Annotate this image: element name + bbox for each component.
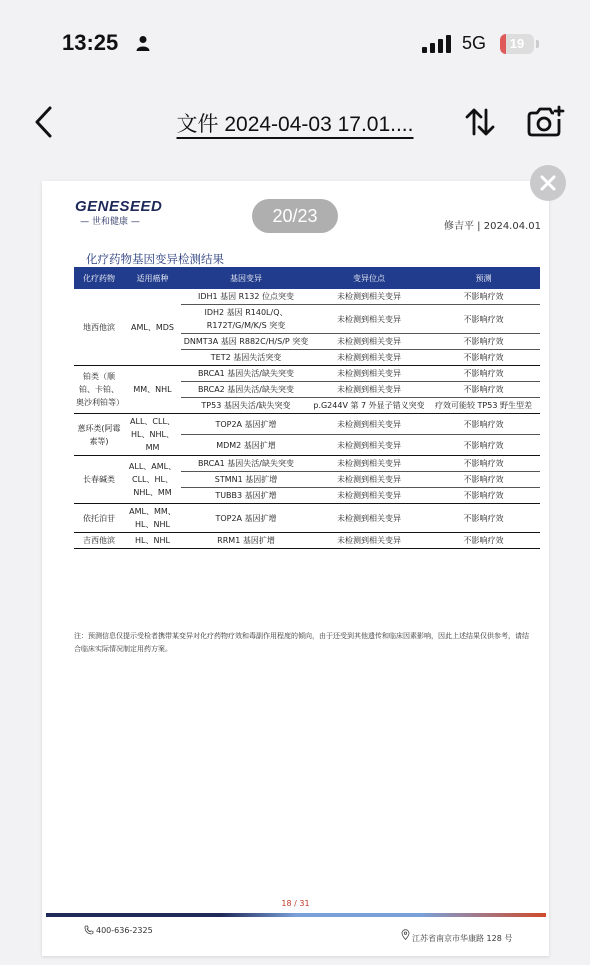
gene-cell: MDM2 基因扩增 xyxy=(181,435,311,456)
drug-cell: 铂类（顺铂、卡铂、奥沙利铂等） xyxy=(74,366,124,414)
cancer-cell: AML、MM、HL、NHL xyxy=(124,504,181,533)
table-row xyxy=(74,533,540,549)
site-cell: 未检测到相关变异 xyxy=(311,488,427,504)
gene-cell: IDH1 基因 R132 位点突变 xyxy=(181,289,311,305)
table-header-row xyxy=(74,267,540,289)
gene-cell: TOP2A 基因扩增 xyxy=(181,414,311,435)
gene-cell: DNMT3A 基因 R882C/H/S/P 突变 xyxy=(181,334,311,350)
gene-cell: BRCA2 基因失活/缺失突变 xyxy=(181,382,311,398)
site-cell: 未检测到相关变异 xyxy=(311,305,427,334)
drug-cell: 吉西他滨 xyxy=(74,533,124,549)
site-cell: 未检测到相关变异 xyxy=(311,456,427,472)
gene-cell: BRCA1 基因失活/缺失突变 xyxy=(181,456,311,472)
header-cancer: 适用癌种 xyxy=(124,267,181,289)
phone-icon xyxy=(84,925,94,935)
drug-cell: 蒽环类(阿霉素等) xyxy=(74,414,124,456)
cancer-cell: ALL、AML、CLL、HL、NHL、MM xyxy=(124,456,181,504)
footer-divider xyxy=(46,913,546,917)
prediction-cell: 疗效可能较 TP53 野生型差 xyxy=(427,398,540,414)
table-row xyxy=(74,289,540,305)
cancer-cell: ALL、CLL、HL、NHL、MM xyxy=(124,414,181,456)
drug-cell: 依托泊苷 xyxy=(74,504,124,533)
location-pin-icon xyxy=(401,929,410,940)
gene-cell: TP53 基因失活/缺失突变 xyxy=(181,398,311,414)
results-table xyxy=(74,267,540,549)
back-button[interactable] xyxy=(30,104,60,140)
gene-cell: STMN1 基因扩增 xyxy=(181,472,311,488)
header-drug: 化疗药物 xyxy=(74,267,124,289)
cancer-cell: HL、NHL xyxy=(124,533,181,549)
close-button[interactable] xyxy=(530,165,566,201)
prediction-cell: 不影响疗效 xyxy=(427,382,540,398)
gene-cell: TUBB3 基因扩增 xyxy=(181,488,311,504)
drug-cell: 地西他滨 xyxy=(74,289,124,366)
site-cell: 未检测到相关变异 xyxy=(311,289,427,305)
prediction-cell: 不影响疗效 xyxy=(427,435,540,456)
battery-percent: 19 xyxy=(509,36,525,51)
logo-text: GENESEED xyxy=(75,198,163,215)
camera-button[interactable] xyxy=(525,104,565,140)
report-title: 化疗药物基因变异检测结果 xyxy=(86,252,224,266)
gene-cell: BRCA1 基因失活/缺失突变 xyxy=(181,366,311,382)
footer-address: 江苏省南京市华康路 128 号 xyxy=(412,934,513,943)
prediction-cell: 不影响疗效 xyxy=(427,289,540,305)
prediction-cell: 不影响疗效 xyxy=(427,488,540,504)
camera-add-icon xyxy=(525,104,565,140)
person-icon xyxy=(135,35,151,51)
site-cell: 未检测到相关变异 xyxy=(311,435,427,456)
prediction-cell: 不影响疗效 xyxy=(427,366,540,382)
header-site: 变异位点 xyxy=(311,267,427,289)
company-logo xyxy=(75,198,163,227)
signal-bars-icon xyxy=(422,35,454,53)
site-cell: 未检测到相关变异 xyxy=(311,504,427,533)
prediction-cell: 不影响疗效 xyxy=(427,456,540,472)
page-counter: 20/23 xyxy=(252,199,338,233)
battery-icon xyxy=(500,34,540,54)
network-type: 5G xyxy=(462,33,487,53)
site-cell: p.G244V 第 7 外显子错义突变 xyxy=(311,398,427,414)
prediction-cell: 不影响疗效 xyxy=(427,414,540,435)
header-gene: 基因变异 xyxy=(181,267,311,289)
site-cell: 未检测到相关变异 xyxy=(311,366,427,382)
document-page-number: 18 / 31 xyxy=(281,899,310,908)
prediction-cell: 不影响疗效 xyxy=(427,533,540,549)
table-row xyxy=(74,456,540,472)
prediction-cell: 不影响疗效 xyxy=(427,350,540,366)
gene-cell: TET2 基因失活突变 xyxy=(181,350,311,366)
table-row xyxy=(74,414,540,435)
logo-subtext: — 世和健康 — xyxy=(80,217,140,227)
prediction-cell: 不影响疗效 xyxy=(427,504,540,533)
document-title[interactable]: 文件 2024-04-03 17.01.... xyxy=(176,113,414,136)
drug-cell: 长春碱类 xyxy=(74,456,124,504)
site-cell: 未检测到相关变异 xyxy=(311,334,427,350)
back-chevron-icon xyxy=(30,104,60,140)
site-cell: 未检测到相关变异 xyxy=(311,350,427,366)
close-icon xyxy=(530,165,566,201)
disclaimer-note: 注：预测信息仅提示受检者携带某变异对化疗药物疗效和毒副作用程度的倾向，由于还受到其他遗传和临床因素影响，因此上述结果仅供参考，请结合临床实际情况制定用药方案。 xyxy=(74,632,529,653)
gene-cell: RRM1 基因扩增 xyxy=(181,533,311,549)
table-row xyxy=(74,366,540,382)
site-cell: 未检测到相关变异 xyxy=(311,382,427,398)
gene-cell: IDH2 基因 R140L/Q、R172T/G/M/K/S 突变 xyxy=(181,305,311,334)
table-row xyxy=(74,504,540,533)
footer-phone: 400-636-2325 xyxy=(96,926,153,935)
site-cell: 未检测到相关变异 xyxy=(311,414,427,435)
sort-arrows-icon xyxy=(462,104,498,140)
prediction-cell: 不影响疗效 xyxy=(427,305,540,334)
prediction-cell: 不影响疗效 xyxy=(427,472,540,488)
prediction-cell: 不影响疗效 xyxy=(427,334,540,350)
gene-cell: TOP2A 基因扩增 xyxy=(181,504,311,533)
site-cell: 未检测到相关变异 xyxy=(311,533,427,549)
site-cell: 未检测到相关变异 xyxy=(311,472,427,488)
cancer-cell: MM、NHL xyxy=(124,366,181,414)
sort-button[interactable] xyxy=(462,104,498,140)
cancer-cell: AML、MDS xyxy=(124,289,181,366)
status-bar xyxy=(0,0,590,80)
header-prediction: 预测 xyxy=(427,267,540,289)
patient-info: 修吉平 | 2024.04.01 xyxy=(444,221,541,232)
status-time: 13:25 xyxy=(62,30,119,55)
